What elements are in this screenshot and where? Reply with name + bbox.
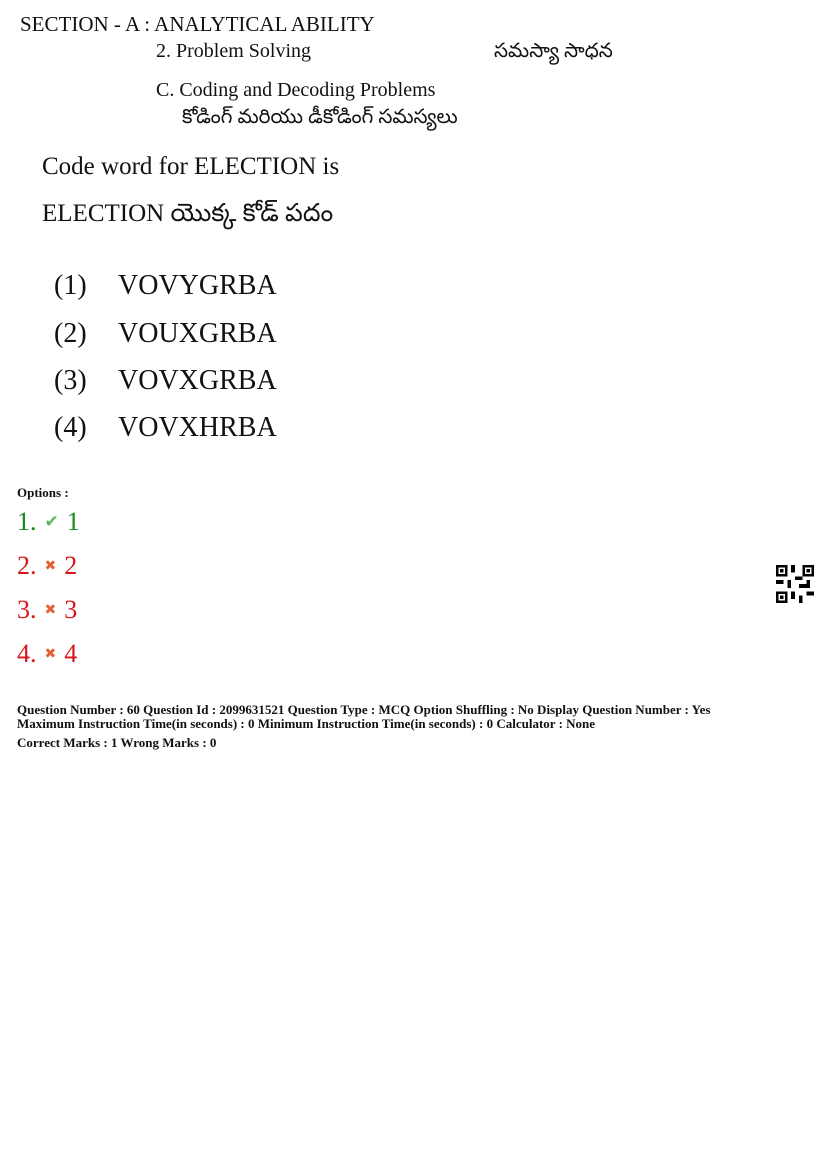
check-icon: ✔ [44, 512, 59, 531]
choice-text: VOVXHRBA [118, 412, 277, 443]
subtopic: C. Coding and Decoding Problems [156, 79, 436, 101]
cross-icon: ✖ [44, 646, 57, 662]
option-index: 2. [17, 551, 37, 580]
option-index: 1. [17, 507, 37, 536]
option-index: 4. [17, 639, 37, 668]
choice-number: (2) [54, 318, 87, 349]
question-meta-line-1: Question Number : 60 Question Id : 2099631521 Question Type : MCQ Option Shuffling : No Display Question Number : Yes [17, 702, 711, 717]
choice-text: VOVYGRBA [118, 270, 277, 301]
topic: 2. Problem Solving [156, 40, 312, 62]
option-value: 3 [64, 595, 78, 624]
choice-3 [54, 365, 277, 397]
option-1 [17, 507, 80, 537]
choice-text: VOUXGRBA [118, 318, 277, 349]
option-index: 3. [17, 595, 37, 624]
option-3 [17, 595, 77, 625]
option-value: 4 [64, 639, 78, 668]
topic-telugu: సమస్యా సాధన [494, 40, 613, 62]
choice-number: (1) [54, 270, 87, 301]
option-4 [17, 639, 77, 669]
choice-number: (3) [54, 365, 87, 396]
qr-code-icon [776, 565, 814, 603]
option-value: 2 [64, 551, 78, 580]
cross-icon: ✖ [44, 558, 57, 574]
choice-2 [54, 318, 277, 350]
cross-icon: ✖ [44, 602, 57, 618]
question-text: Code word for ELECTION is [42, 153, 340, 180]
subtopic-telugu: కోడింగ్ మరియు డీకోడింగ్ సమస్యలు [182, 106, 458, 128]
question-text-telugu: ELECTION యొక్క కోడ్ పదం [42, 200, 334, 227]
options-label: Options : [17, 485, 69, 500]
question-meta-line-2: Maximum Instruction Time(in seconds) : 0 Minimum Instruction Time(in seconds) : 0 Calculator : None [17, 716, 596, 731]
marks-info: Correct Marks : 1 Wrong Marks : 0 [17, 735, 217, 750]
option-2 [17, 551, 77, 581]
choice-number: (4) [54, 412, 87, 443]
section-title: SECTION - A : ANALYTICAL ABILITY [20, 12, 375, 36]
option-value: 1 [66, 507, 80, 536]
choice-text: VOVXGRBA [118, 365, 277, 396]
choice-1 [54, 270, 277, 302]
choice-4 [54, 412, 277, 444]
